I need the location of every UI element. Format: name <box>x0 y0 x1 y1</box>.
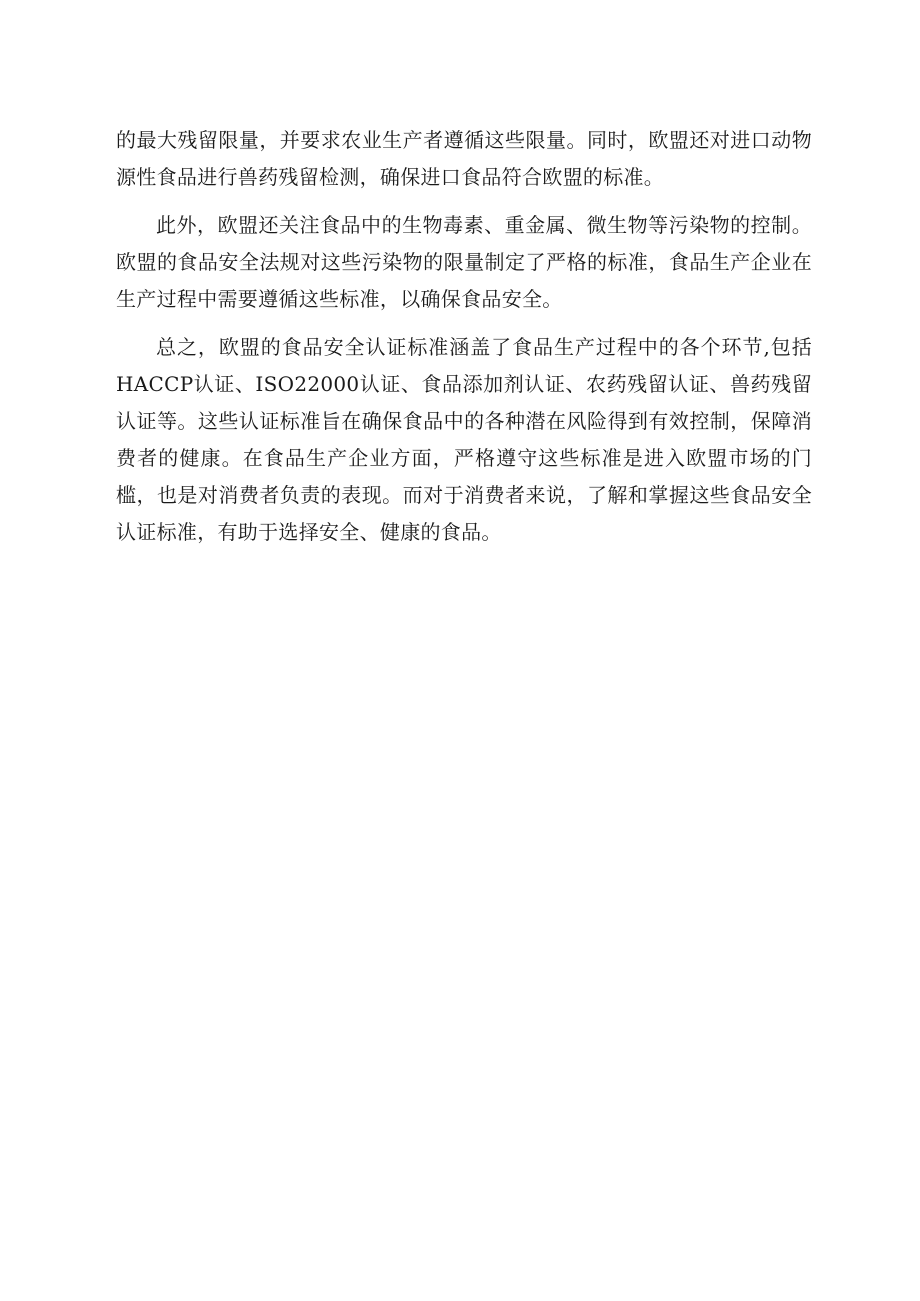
paragraph-continuation: 的最大残留限量，并要求农业生产者遵循这些限量。同时，欧盟还对进口动物源性食品进行兽药残留检测，确保进口食品符合欧盟的标准。 <box>116 128 812 189</box>
paragraph-summary: 总之，欧盟的食品安全认证标准涵盖了食品生产过程中的各个环节,包括HACCP认证、ISO22000认证、食品添加剂认证、农药残留认证、兽药残留认证等。这些认证标准旨在确保食品中的各种潜在风险得到有效控制，保障消费者的健康。在食品生产企业方面，严格遵守这些标准是进入欧盟市场的门槛，也是对消费者负责的表现。而对于消费者来说，了解和掌握这些食品安全认证标准，有助于选择安全、健康的食品。 <box>116 335 812 544</box>
paragraph-contaminants: 此外，欧盟还关注食品中的生物毒素、重金属、微生物等污染物的控制。欧盟的食品安全法规对这些污染物的限量制定了严格的标准，食品生产企业在生产过程中需要遵循这些标准，以确保食品安全。 <box>116 213 812 311</box>
document-body <box>116 122 812 562</box>
